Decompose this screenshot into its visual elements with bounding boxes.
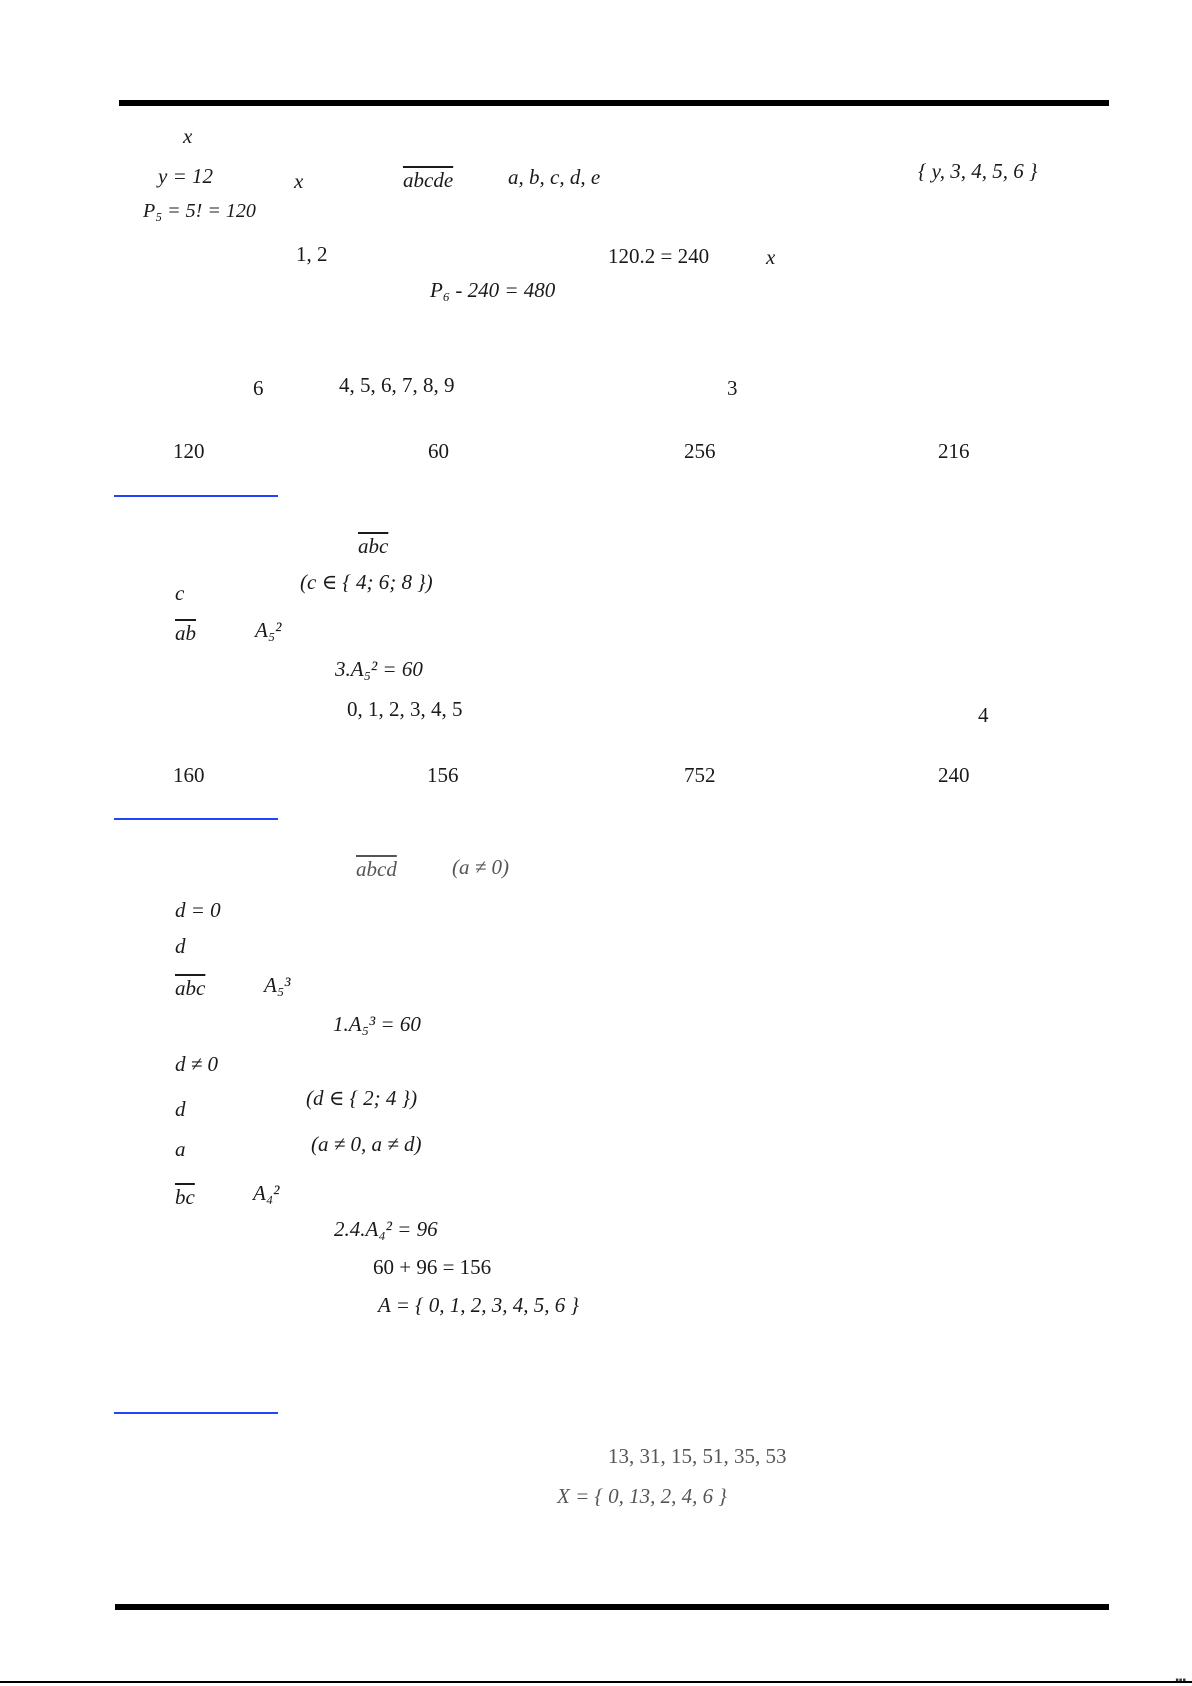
result-60: 1.A₅³ = 60: [333, 1012, 421, 1036]
digits-abcde: a, b, c, d, e: [508, 165, 601, 189]
result-60: 3.A₅² = 60: [335, 657, 423, 681]
q2-option-c: 256: [684, 439, 716, 463]
set-12: 1, 2: [296, 242, 328, 266]
set-x: X = { 0, 13, 2, 4, 6 }: [557, 1484, 727, 1508]
q3-option-a: 160: [173, 763, 205, 787]
solution-link-rule[interactable]: [114, 818, 278, 820]
q3-digit-set: 0, 1, 2, 3, 4, 5: [347, 697, 463, 721]
header-rule: [119, 100, 1109, 106]
result-96: 2.4.A₄² = 96: [334, 1217, 438, 1241]
var-c: c: [175, 581, 185, 605]
number-abc: $\overline{abc}$: [175, 976, 206, 1000]
number-abc: $\overline{abc}$: [358, 534, 389, 558]
q3-four: 4: [978, 703, 989, 727]
a-set: (a ≠ 0, a ≠ d): [311, 1132, 422, 1156]
solution-link-rule[interactable]: [114, 1412, 278, 1414]
number-abcde: abcde: [403, 168, 454, 192]
case-d-0: d = 0: [175, 898, 221, 922]
var-x: x: [294, 169, 304, 193]
solution-link-rule[interactable]: [114, 495, 278, 497]
eq-480: P₆ - 240 = 480: [430, 278, 556, 302]
set-y3456: { y, 3, 4, 5, 6 }: [918, 159, 1038, 183]
eq-240: 120.2 = 240: [608, 244, 710, 268]
q2-option-a: 120: [173, 439, 205, 463]
q2-option-d: 216: [938, 439, 970, 463]
var-x: x: [183, 124, 193, 148]
var-a: a: [175, 1137, 186, 1161]
q2-six: 6: [253, 376, 264, 400]
number-abcd: abcd: [356, 857, 397, 881]
eq-p5: P₅ = 5! = 120: [143, 200, 256, 222]
q3-option-d: 240: [938, 763, 970, 787]
number-bc: $\overline{bc}$: [175, 1185, 195, 1209]
q2-digit-set: 4, 5, 6, 7, 8, 9: [339, 373, 455, 397]
arrangement-a42: A₄²: [253, 1181, 280, 1205]
var-d: d: [175, 1097, 186, 1121]
c-set: (c ∈ { 4; 6; 8 }): [300, 570, 433, 594]
set-a: A = { 0, 1, 2, 3, 4, 5, 6 }: [378, 1293, 579, 1317]
q3-option-c: 752: [684, 763, 716, 787]
q2-three: 3: [727, 376, 738, 400]
number-list: 13, 31, 15, 51, 35, 53: [608, 1444, 787, 1468]
var-x: x: [766, 245, 776, 269]
result-156: 60 + 96 = 156: [373, 1255, 492, 1279]
arrangement-a52: A₅²: [255, 618, 282, 642]
page-bottom-rule: [0, 1681, 1192, 1683]
q2-option-b: 60: [428, 439, 449, 463]
cond-a-ne-0: (a ≠ 0): [452, 855, 510, 879]
case-d-ne-0: d ≠ 0: [175, 1052, 219, 1076]
eq-y-12: y = 12: [158, 164, 213, 188]
footer-rule: [115, 1604, 1109, 1610]
d-set: (d ∈ { 2; 4 }): [306, 1086, 418, 1110]
q3-option-b: 156: [427, 763, 459, 787]
var-d: d: [175, 934, 186, 958]
number-ab: $\overline{ab}$: [175, 621, 196, 645]
arrangement-a53: A₅³: [264, 973, 291, 997]
footer-watermark-icon: ▪▪▪: [1175, 1675, 1186, 1686]
